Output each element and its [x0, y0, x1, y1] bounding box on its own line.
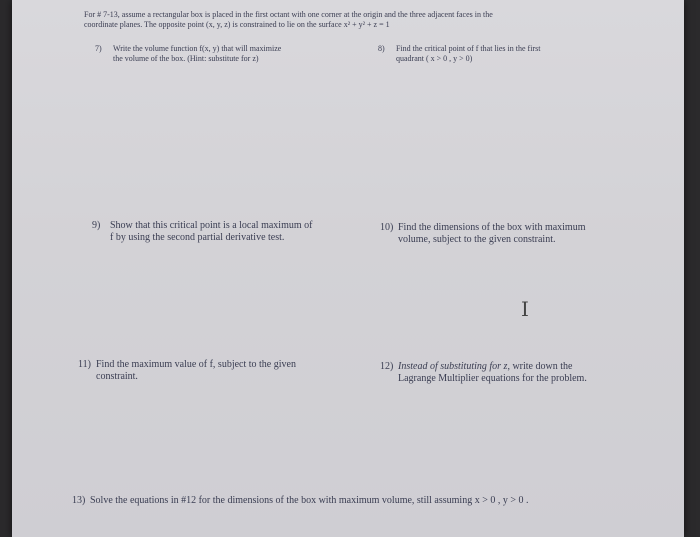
intro-line-1: For # 7-13, assume a rectangular box is placed in the first octant with one corner at the origin and the three adjacent faces in the	[84, 10, 493, 19]
question-7	[95, 44, 355, 64]
question-12	[380, 361, 640, 385]
question-9-line-1: Show that this critical point is a local maximum of	[110, 220, 313, 231]
worksheet-page	[12, 0, 684, 537]
question-8	[378, 44, 628, 64]
question-8-line-2: quadrant ( x > 0 , y > 0)	[396, 54, 473, 63]
question-11-number: 11)	[78, 359, 91, 370]
question-12-italic: Instead of substituting for z	[398, 361, 508, 372]
question-10-line-2: volume, subject to the given constraint.	[398, 234, 556, 245]
question-10-line-1: Find the dimensions of the box with maximum	[398, 222, 586, 233]
question-8-number: 8)	[378, 44, 385, 53]
question-7-line-2: the volume of the box. (Hint: substitute for z)	[113, 54, 259, 63]
question-12-number: 12)	[380, 361, 394, 372]
question-7-number: 7)	[95, 44, 102, 53]
question-13-line-1: Solve the equations in #12 for the dimensions of the box with maximum volume, still assuming x > 0 , y > 0 .	[90, 495, 529, 506]
question-9	[92, 220, 362, 244]
question-11	[78, 359, 358, 383]
question-8-line-1: Find the critical point of f that lies in the first	[396, 44, 541, 53]
text-cursor-icon: I	[521, 297, 529, 321]
question-12-line-2: Lagrange Multiplier equations for the problem.	[398, 373, 587, 384]
intro-line-2: coordinate planes. The opposite point (x, y, z) is constrained to lie on the surface x² + y² + z = 1	[84, 20, 390, 29]
question-9-number: 9)	[92, 220, 101, 231]
question-10-number: 10)	[380, 222, 394, 233]
question-13-number: 13)	[72, 495, 86, 506]
question-11-line-2: constraint.	[96, 371, 138, 382]
intro-text	[84, 10, 644, 30]
question-13	[72, 495, 672, 507]
question-10	[380, 222, 640, 246]
question-11-line-1: Find the maximum value of f, subject to the given	[96, 359, 296, 370]
question-7-line-1: Write the volume function f(x, y) that will maximize	[113, 44, 282, 53]
question-12-line-1-rest: , write down the	[507, 361, 573, 372]
question-9-line-2: f by using the second partial derivative test.	[110, 232, 285, 243]
